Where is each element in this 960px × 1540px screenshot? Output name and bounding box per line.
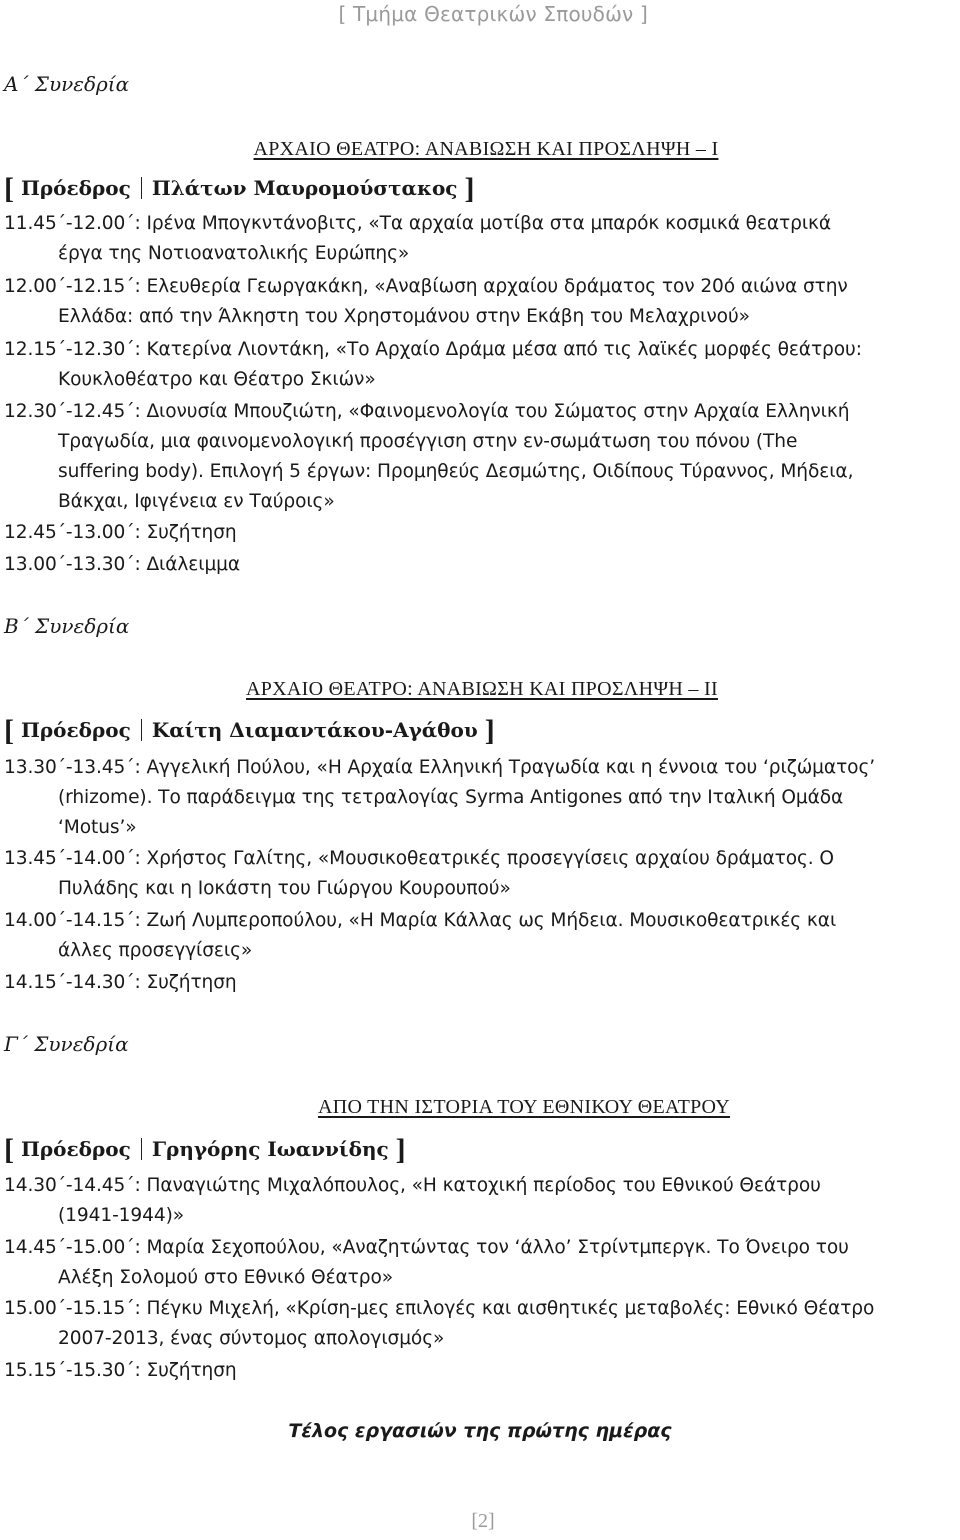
talk-line: 15.00΄-15.15΄: Πέγκυ Μιχελή, «Κρίση-μες επιλογές και αισθητικές μεταβολές: Εθνικό Θέατρο bbox=[4, 1298, 875, 1319]
talk-line: Ελλάδα: από την Άλκηστη του Χρηστομάνου στην Εκάβη του Μελαχρινού» bbox=[58, 306, 750, 327]
talk-line: Κουκλοθέατρο και Θέατρο Σκιών» bbox=[58, 369, 376, 390]
bracket-open: [ bbox=[4, 1133, 14, 1166]
talk-line: 15.15΄-15.30΄: Συζήτηση bbox=[4, 1360, 237, 1381]
separator bbox=[141, 177, 142, 199]
talk-item bbox=[4, 335, 934, 395]
talk-line: suffering body). Επιλογή 5 έργων: Προμηθεύς Δεσμώτης, Οιδίπους Τύραννος, Μήδεια, bbox=[58, 461, 854, 482]
talk-line: (rhizome). Το παράδειγμα της τετραλογίας Syrma Antigones από την Ιταλική Ομάδα bbox=[58, 787, 844, 808]
talk-line: 13.30΄-13.45΄: Αγγελική Πούλου, «Η Αρχαία Ελληνική Τραγωδία και η έννοια του ‘ριζώματος’ bbox=[4, 757, 876, 778]
talk-line: ‘Motus’» bbox=[58, 817, 137, 838]
talk-line: (1941-1944)» bbox=[58, 1205, 185, 1226]
talk-item bbox=[4, 1356, 934, 1386]
talk-line: 11.45΄-12.00΄: Ιρένα Μπογκντάνοβιτς, «Τα αρχαία μοτίβα στα μπαρόκ κοσμικά θεατρικά bbox=[4, 213, 832, 234]
separator bbox=[141, 1138, 142, 1160]
separator bbox=[141, 719, 142, 741]
page-number: [2] bbox=[471, 1510, 495, 1532]
talk-line: 12.00΄-12.15΄: Ελευθερία Γεωργακάκη, «Αναβίωση αρχαίου δράματος τον 20ό αιώνα στην bbox=[4, 276, 848, 297]
talk-line: 2007-2013, ένας σύντομος απολογισμός» bbox=[58, 1328, 445, 1349]
session-title-b: ΑΡΧΑΙΟ ΘΕΑΤΡΟ: ΑΝΑΒΙΩΣΗ ΚΑΙ ΠΡΟΣΛΗΨΗ – ΙΙ bbox=[246, 678, 718, 700]
talk-line: 14.15΄-14.30΄: Συζήτηση bbox=[4, 972, 237, 993]
talk-line: 14.30΄-14.45΄: Παναγιώτης Μιχαλόπουλος, «Η κατοχική περίοδος του Εθνικού Θεάτρου bbox=[4, 1175, 821, 1196]
talk-line: 12.15΄-12.30΄: Κατερίνα Λιοντάκη, «Το Αρχαίο Δράμα μέσα από τις λαϊκές μορφές θεάτρου: bbox=[4, 339, 862, 360]
talk-line: άλλες προσεγγίσεις» bbox=[58, 940, 253, 961]
session-title-c: ΑΠΟ ΤΗΝ ΙΣΤΟΡΙΑ ΤΟΥ ΕΘΝΙΚΟΥ ΘΕΑΤΡΟΥ bbox=[317, 1096, 731, 1118]
talk-item bbox=[4, 397, 934, 517]
talk-line: Τραγωδία, μια φαινομενολογική προσέγγιση στην εν-σωμάτωση του πόνου (The bbox=[58, 431, 798, 452]
page-header: [ Τμήμα Θεατρικών Σπουδών ] bbox=[338, 2, 648, 26]
bracket-close: ] bbox=[395, 1133, 406, 1166]
talk-item bbox=[4, 209, 934, 269]
chair-role: Πρόεδρος bbox=[20, 176, 131, 200]
talk-line: 14.45΄-15.00΄: Μαρία Σεχοπούλου, «Αναζητώντας τον ‘άλλο’ Στρίντμπεργκ. Το Όνειρο του bbox=[4, 1237, 849, 1258]
talk-item bbox=[4, 1171, 934, 1231]
chair-c bbox=[4, 1133, 406, 1167]
talk-item bbox=[4, 844, 934, 904]
chair-name: Γρηγόρης Ιωαννίδης bbox=[151, 1137, 389, 1161]
talk-item bbox=[4, 968, 934, 998]
talk-item bbox=[4, 906, 934, 966]
talk-line: Αλέξη Σολομού στο Εθνικό Θέατρο» bbox=[58, 1267, 394, 1288]
session-label-b: Β΄ Συνεδρία bbox=[4, 614, 130, 638]
talk-line: έργα της Νοτιοανατολικής Ευρώπης» bbox=[58, 243, 410, 264]
talk-item bbox=[4, 1233, 934, 1293]
talk-line: 14.00΄-14.15΄: Ζωή Λυμπεροπούλου, «Η Μαρία Κάλλας ως Μήδεια. Μουσικοθεατρικές και bbox=[4, 910, 837, 931]
chair-role: Πρόεδρος bbox=[20, 1137, 131, 1161]
bracket-close: ] bbox=[484, 714, 495, 747]
talk-item bbox=[4, 1294, 934, 1354]
end-of-day-note: Τέλος εργασιών της πρώτης ημέρας bbox=[288, 1420, 672, 1442]
bracket-open: [ bbox=[4, 172, 14, 205]
talk-item bbox=[4, 550, 934, 580]
session-label-c: Γ΄ Συνεδρία bbox=[4, 1032, 129, 1056]
talk-line: 13.00΄-13.30΄: Διάλειμμα bbox=[4, 554, 241, 575]
chair-b bbox=[4, 714, 495, 748]
talk-line: 12.30΄-12.45΄: Διονυσία Μπουζιώτη, «Φαινομενολογία του Σώματος στην Αρχαία Ελληνική bbox=[4, 401, 850, 422]
talk-line: Πυλάδης και η Ιοκάστη του Γιώργου Κουρουπού» bbox=[58, 878, 511, 899]
session-label-a: Α΄ Συνεδρία bbox=[4, 72, 130, 96]
chair-role: Πρόεδρος bbox=[20, 718, 131, 742]
talk-line: 13.45΄-14.00΄: Χρήστος Γαλίτης, «Μουσικοθεατρικές προσεγγίσεις αρχαίου δράματος. Ο bbox=[4, 848, 834, 869]
talk-line: 12.45΄-13.00΄: Συζήτηση bbox=[4, 522, 237, 543]
bracket-open: [ bbox=[4, 714, 14, 747]
talk-item bbox=[4, 272, 934, 332]
talk-item bbox=[4, 753, 934, 843]
chair-name: Καίτη Διαμαντάκου-Αγάθου bbox=[151, 718, 478, 742]
chair-a bbox=[4, 172, 474, 206]
bracket-close: ] bbox=[464, 172, 475, 205]
talk-item bbox=[4, 518, 934, 548]
chair-name: Πλάτων Μαυρομούστακος bbox=[151, 176, 458, 200]
talk-line: Βάκχαι, Ιφιγένεια εν Ταύροις» bbox=[58, 491, 335, 512]
session-title-a: ΑΡΧΑΙΟ ΘΕΑΤΡΟ: ΑΝΑΒΙΩΣΗ ΚΑΙ ΠΡΟΣΛΗΨΗ – Ι bbox=[253, 138, 719, 160]
